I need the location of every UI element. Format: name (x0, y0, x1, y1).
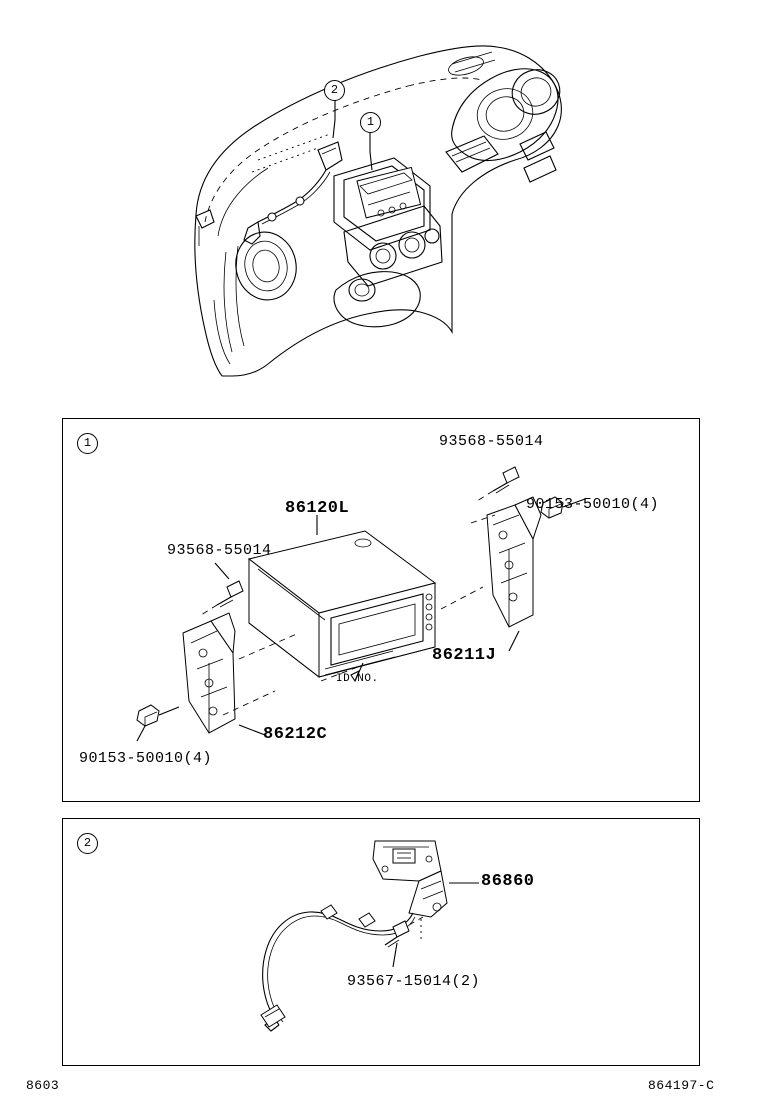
footer-right: 864197-C (648, 1078, 715, 1093)
label-bracket-left: 86212C (263, 725, 328, 744)
callout-2-top: 2 (324, 80, 345, 101)
panel-2-svg (63, 819, 699, 1065)
label-screw-antenna: 93567-15014(2) (347, 973, 481, 990)
callout-1-top: 1 (360, 112, 381, 133)
panel-1-marker: 1 (77, 433, 98, 454)
label-nut-right: 90153-50010(4) (526, 496, 660, 513)
label-antenna-assy: 86860 (481, 872, 535, 891)
dashboard-svg (0, 0, 760, 400)
panel-2 (62, 818, 700, 1066)
panel-1-svg (63, 419, 699, 801)
label-screw-left: 93568-55014 (167, 542, 272, 559)
panel-1 (62, 418, 700, 802)
label-nut-left: 90153-50010(4) (79, 750, 213, 767)
label-screw-top-right: 93568-55014 (439, 433, 544, 450)
panel-2-marker: 2 (77, 833, 98, 854)
label-id-no: ID NO. (336, 673, 379, 685)
label-radio-receiver: 86120L (285, 499, 350, 518)
footer-left: 8603 (26, 1078, 60, 1093)
label-bracket-right: 86211J (432, 646, 497, 665)
